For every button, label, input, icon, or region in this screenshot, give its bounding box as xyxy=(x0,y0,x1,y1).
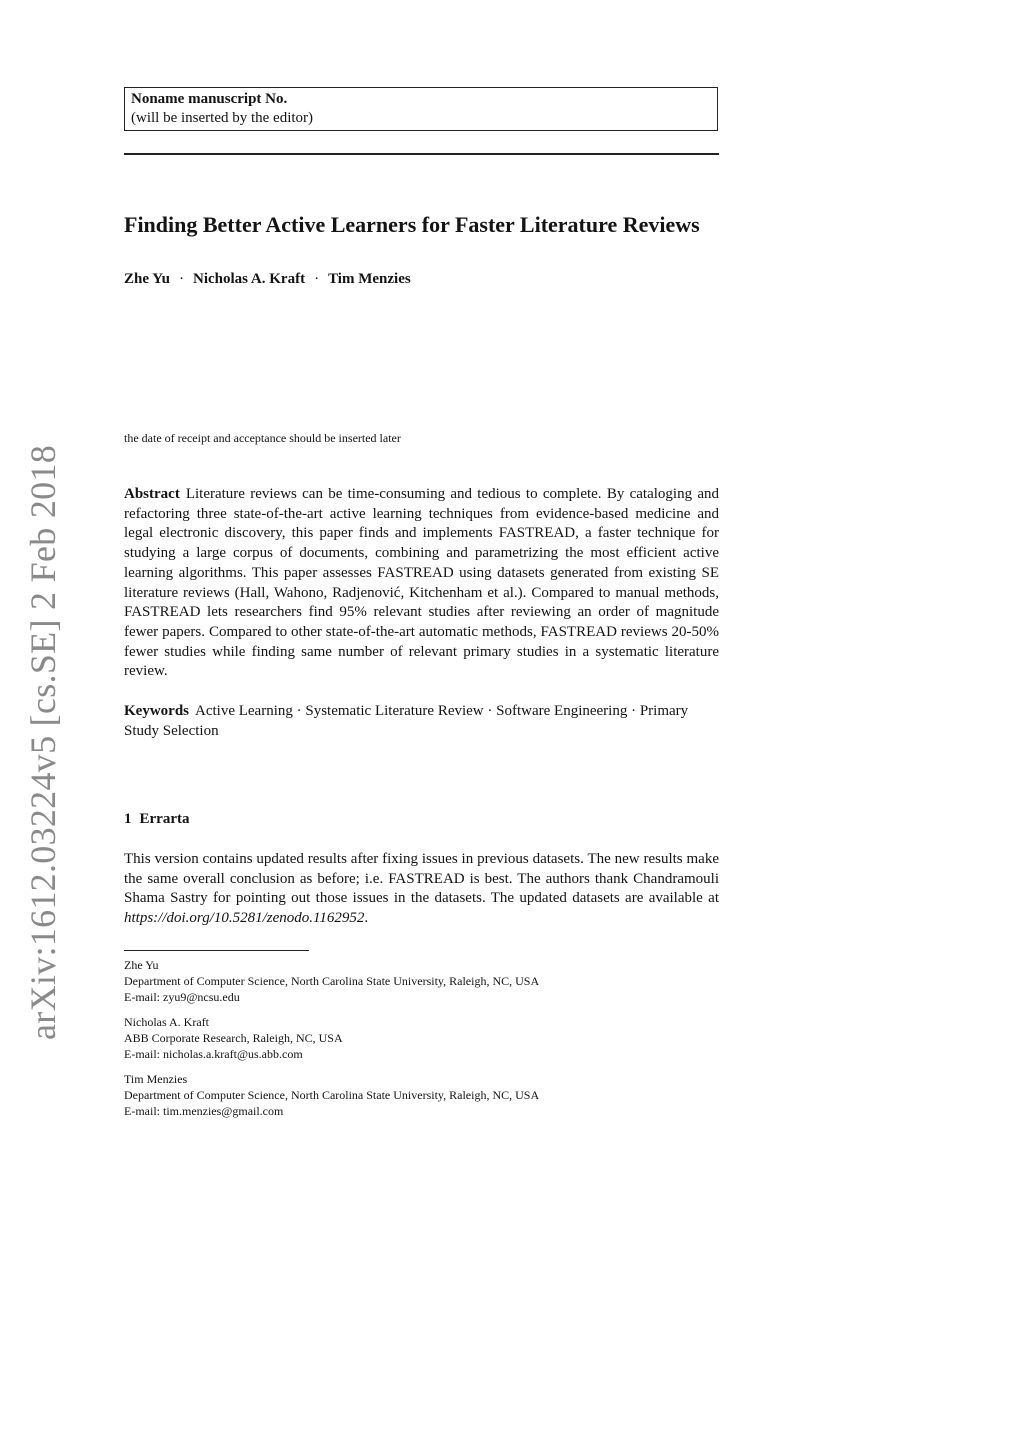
keywords-text: Active Learning · Systematic Literature Review · Software Engineering · Primary Study Selection xyxy=(124,703,689,739)
errata-text-end: . xyxy=(364,910,369,927)
keywords-label: Keywords xyxy=(124,703,189,719)
section-title: Errarta xyxy=(139,811,190,827)
errata-text: This version contains updated results after fixing issues in previous datasets. The new results make the same overall conclusion as before; i.e. FASTREAD is best. The authors thank Chandramouli Shama Sastry for pointing out those issues in the datasets. The updated datasets are available at xyxy=(124,851,719,907)
affiliation-email: E-mail: zyu9@ncsu.edu xyxy=(124,990,240,1004)
keywords xyxy=(124,702,719,741)
affiliation-name: Zhe Yu xyxy=(124,958,159,972)
author-name: Zhe Yu xyxy=(124,271,170,287)
affiliation-block xyxy=(124,957,724,1005)
author-name: Nicholas A. Kraft xyxy=(193,271,306,287)
footnote-rule xyxy=(124,950,309,951)
author-separator: · xyxy=(179,271,184,287)
date-note: the date of receipt and acceptance should be inserted later xyxy=(124,431,401,445)
affiliation-block xyxy=(124,1014,724,1062)
abstract-label: Abstract xyxy=(124,486,180,502)
section-heading xyxy=(124,808,189,830)
affiliation-name: Tim Menzies xyxy=(124,1072,188,1086)
doi-link[interactable]: https://doi.org/10.5281/zenodo.1162952 xyxy=(124,910,365,927)
affiliation-email: E-mail: tim.menzies@gmail.com xyxy=(124,1104,284,1118)
affiliation-email: E-mail: nicholas.a.kraft@us.abb.com xyxy=(124,1047,303,1061)
errata-paragraph xyxy=(124,850,719,929)
abstract xyxy=(124,485,719,682)
affiliation-org: Department of Computer Science, North Carolina State University, Raleigh, NC, USA xyxy=(124,974,540,988)
abstract-text: Literature reviews can be time-consuming and tedious to complete. By cataloging and refactoring three state-of-the-art active learning techniques from evidence-based medicine and legal electronic discovery, this paper finds and implements FASTREAD, a faster technique for studying a large corpus of documents, combining and parametrizing the most efficient active learning algorithms. This paper assesses FASTREAD using datasets generated from existing SE literature reviews (Hall, Wahono, Radjenović, Kitchenham et al.). Compared to manual methods, FASTREAD lets researchers find 95% relevant studies after reviewing an order of magnitude fewer papers. Compared to other state-of-the-art automatic methods, FASTREAD reviews 20-50% fewer studies while finding same number of relevant primary studies in a systematic literature review. xyxy=(124,486,719,680)
header-rule xyxy=(124,153,719,155)
author-list xyxy=(124,268,411,290)
author-separator: · xyxy=(314,271,320,287)
editor-box xyxy=(124,87,718,131)
affiliations xyxy=(124,957,724,1128)
arxiv-identifier-stamp: arXiv:1612.03224v5 [cs.SE] 2 Feb 2018 xyxy=(23,444,63,1040)
affiliation-block xyxy=(124,1071,724,1119)
affiliation-org: Department of Computer Science, North Carolina State University, Raleigh, NC, USA xyxy=(124,1088,540,1102)
affiliation-name: Nicholas A. Kraft xyxy=(124,1015,209,1029)
editor-note: (will be inserted by the editor) xyxy=(131,110,314,126)
paper-title: Finding Better Active Learners for Faster Literature Reviews xyxy=(124,212,700,237)
affiliation-org: ABB Corporate Research, Raleigh, NC, USA xyxy=(124,1031,343,1045)
manuscript-number-label: Noname manuscript No. xyxy=(131,91,288,107)
author-name: Tim Menzies xyxy=(328,271,411,287)
section-number: 1 xyxy=(124,811,132,827)
